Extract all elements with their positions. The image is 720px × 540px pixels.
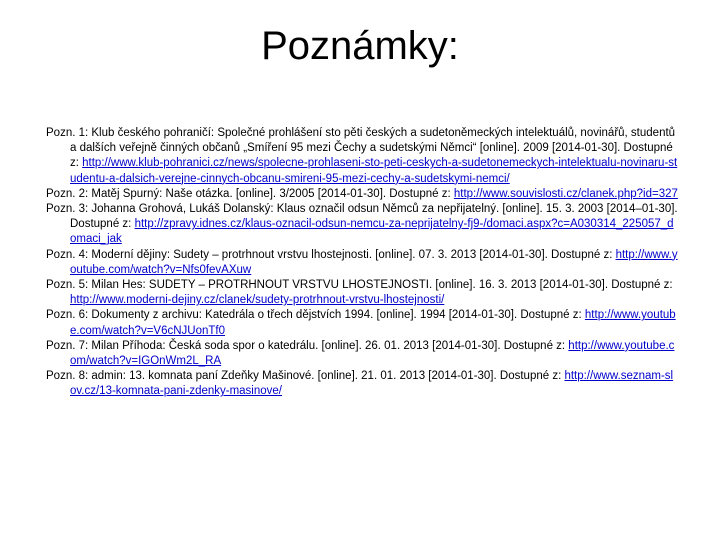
note-link[interactable]: http://www.souvislosti.cz/clanek.php?id=327 — [453, 187, 678, 200]
notes-list — [46, 126, 678, 400]
note-4 — [46, 248, 678, 278]
note-link[interactable]: http://www.klub-pohranici.cz/news/spolecne-prohlaseni-sto-peti-ceskych-a-sudetonemeckych-intelektualu-novinaru-studentu-a-dalsich-verejne-cinnych-obcanu-smireni-95-mezi-cechy-a-sudetskymi-nemci/ — [70, 157, 678, 185]
note-text: Pozn. 8: admin: 13. komnata paní Zdeňky Mašinové. [online]. 21. 01. 2013 [2014-01-30]. Dostupné z: — [46, 370, 565, 383]
note-6 — [46, 308, 678, 338]
note-text: Pozn. 2: Matěj Spurný: Naše otázka. [online]. 3/2005 [2014-01-30]. Dostupné z: — [46, 187, 454, 200]
note-text: Pozn. 3: Johanna Grohová, Lukáš Dolanský: Klaus označil odsun Němců za nepřijatelný. [online]. 15. 3. 2003 [2014–01-30]. Dostupné z: — [46, 203, 678, 231]
note-text: Pozn. 6: Dokumenty z archivu: Katedrála o třech dějstvích 1994. [online]. 1994 [2014-01-30]. Dostupné z: — [46, 309, 585, 322]
note-link[interactable]: http://www.youtube.com/watch?v=V6cNJUonTf0 — [70, 309, 676, 337]
note-link[interactable]: http://www.moderni-dejiny.cz/clanek/sudety-protrhnout-vrstvu-lhostejnosti/ — [70, 294, 445, 307]
page-title: Poznámky: — [261, 24, 459, 68]
note-text: Pozn. 5: Milan Hes: SUDETY – PROTRHNOUT VRSTVU LHOSTEJNOSTI. [online]. 16. 3. 2013 [2014-01-30]. Dostupné z: — [46, 279, 673, 292]
note-link[interactable]: http://www.seznam-slov.cz/13-komnata-pani-zdenky-masinove/ — [70, 370, 674, 398]
note-1 — [46, 126, 678, 187]
note-link[interactable]: http://zpravy.idnes.cz/klaus-oznacil-odsun-nemcu-za-neprijatelny-fj9-/domaci.aspx?c=A030314_225057_domaci_jak — [70, 218, 674, 246]
note-text: Pozn. 1: Klub českého pohraničí: Společné prohlášení sto pěti českých a sudetoněmeckých intelektuálů, novinářů, studentů a dalších veřejně činných občanů „Smíření 95 mezi Čechy a sudetskými Němci“ [online]. 2009 [2014-01-30]. Dostupné z: — [46, 127, 676, 170]
note-5 — [46, 278, 678, 308]
note-text: Pozn. 7: Milan Příhoda: Česká soda spor o katedrálu. [online]. 26. 01. 2013 [2014-01-30]. Dostupné z: — [46, 339, 569, 352]
note-8 — [46, 369, 678, 399]
note-2 — [46, 187, 678, 202]
note-3 — [46, 202, 678, 248]
note-link[interactable]: http://www.youtube.com/watch?v=Nfs0fevAXuw — [70, 248, 678, 276]
note-text: Pozn. 4: Moderní dějiny: Sudety – protrhnout vrstvu lhostejnosti. [online]. 07. 3. 2013 [2014-01-30]. Dostupné z: — [46, 248, 616, 261]
note-7 — [46, 339, 678, 369]
note-link[interactable]: http://www.youtube.com/watch?v=IGOnWm2L_RA — [70, 339, 675, 368]
